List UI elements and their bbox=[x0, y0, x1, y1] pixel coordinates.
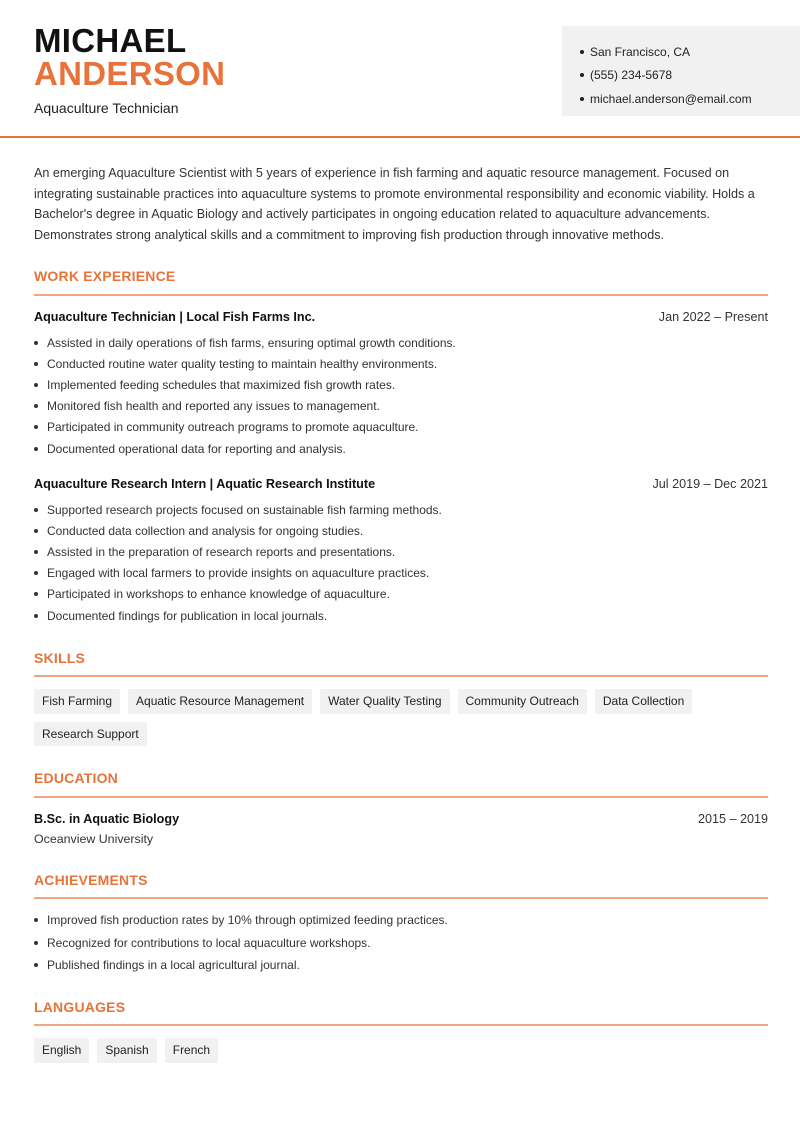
section-divider bbox=[34, 675, 768, 677]
contact-email: michael.anderson@email.com bbox=[580, 87, 800, 111]
candidate-name bbox=[34, 24, 225, 90]
list-item: Conducted data collection and analysis for ongoing studies. bbox=[34, 520, 768, 541]
list-item: Implemented feeding schedules that maximized fish growth rates. bbox=[34, 374, 768, 395]
job-entry-title: Aquaculture Technician | Local Fish Farms Inc. bbox=[34, 310, 316, 324]
list-item: Participated in workshops to enhance knowledge of aquaculture. bbox=[34, 584, 768, 605]
resume-header bbox=[0, 0, 800, 138]
section-divider bbox=[34, 1024, 768, 1026]
achievement-bullets bbox=[34, 909, 768, 977]
list-item: Engaged with local farmers to provide insights on aquaculture practices. bbox=[34, 563, 768, 584]
list-item: Conducted routine water quality testing to maintain healthy environments. bbox=[34, 353, 768, 374]
language-tags bbox=[34, 1038, 768, 1063]
section-divider bbox=[34, 897, 768, 899]
languages-heading: LANGUAGES bbox=[34, 999, 126, 1015]
job-entry-header bbox=[34, 477, 768, 491]
bullet-icon bbox=[580, 97, 584, 101]
job-bullets bbox=[34, 332, 768, 459]
skills-heading: SKILLS bbox=[34, 650, 85, 666]
list-item: Improved fish production rates by 10% through optimized feeding practices. bbox=[34, 909, 768, 932]
list-item: Assisted in daily operations of fish farms, ensuring optimal growth conditions. bbox=[34, 332, 768, 353]
section-divider bbox=[34, 796, 768, 798]
list-item: Published findings in a local agricultural journal. bbox=[34, 954, 768, 977]
job-title: Aquaculture Technician bbox=[34, 100, 179, 116]
education-entry-header bbox=[34, 812, 768, 826]
skills-tags bbox=[34, 689, 768, 746]
last-name: ANDERSON bbox=[34, 55, 226, 92]
summary-paragraph: An emerging Aquaculture Scientist with 5 years of experience in fish farming and aquatic resource management. Focused on integrating sustainable practices into aquaculture systems to promote environmental responsibility and economic viability. Holds a Bachelor's degree in Aquatic Biology and actively participates in ongoing education related to aquaculture advancements. Demonstrates strong analytical skills and a commitment to improving fish production through innovative methods. bbox=[34, 166, 755, 243]
job-entry-title: Aquaculture Research Intern | Aquatic Research Institute bbox=[34, 477, 376, 491]
skill-tag: Research Support bbox=[34, 722, 147, 747]
skill-tag: Community Outreach bbox=[458, 689, 587, 714]
list-item: Documented operational data for reporting and analysis. bbox=[34, 438, 768, 459]
first-name: MICHAEL bbox=[34, 22, 187, 59]
achievements-heading: ACHIEVEMENTS bbox=[34, 872, 148, 888]
contact-phone: (555) 234-5678 bbox=[580, 64, 800, 88]
list-item: Monitored fish health and reported any issues to management. bbox=[34, 396, 768, 417]
skill-tag: Data Collection bbox=[595, 689, 692, 714]
education-heading: EDUCATION bbox=[34, 770, 118, 786]
list-item: Recognized for contributions to local aquaculture workshops. bbox=[34, 932, 768, 955]
list-item: Documented findings for publication in local journals. bbox=[34, 605, 768, 626]
skill-tag: Fish Farming bbox=[34, 689, 120, 714]
list-item: Supported research projects focused on sustainable fish farming methods. bbox=[34, 499, 768, 520]
job-entry-dates: Jan 2022 – Present bbox=[658, 310, 768, 324]
school-name: Oceanview University bbox=[34, 832, 154, 846]
list-item: Participated in community outreach programs to promote aquaculture. bbox=[34, 417, 768, 438]
job-entry-header bbox=[34, 310, 768, 324]
language-tag: Spanish bbox=[97, 1038, 156, 1063]
contact-location: San Francisco, CA bbox=[580, 40, 800, 64]
education-dates: 2015 – 2019 bbox=[697, 812, 768, 826]
bullet-icon bbox=[580, 73, 584, 77]
bullet-icon bbox=[580, 50, 584, 54]
contact-box bbox=[562, 26, 800, 116]
list-item: Assisted in the preparation of research reports and presentations. bbox=[34, 541, 768, 562]
degree-title: B.Sc. in Aquatic Biology bbox=[34, 812, 180, 826]
skill-tag: Aquatic Resource Management bbox=[128, 689, 312, 714]
section-divider bbox=[34, 294, 768, 296]
skill-tag: Water Quality Testing bbox=[320, 689, 449, 714]
job-entry-dates: Jul 2019 – Dec 2021 bbox=[652, 477, 768, 491]
language-tag: French bbox=[165, 1038, 218, 1063]
work-experience-heading: WORK EXPERIENCE bbox=[34, 268, 176, 284]
language-tag: English bbox=[34, 1038, 89, 1063]
job-bullets bbox=[34, 499, 768, 626]
